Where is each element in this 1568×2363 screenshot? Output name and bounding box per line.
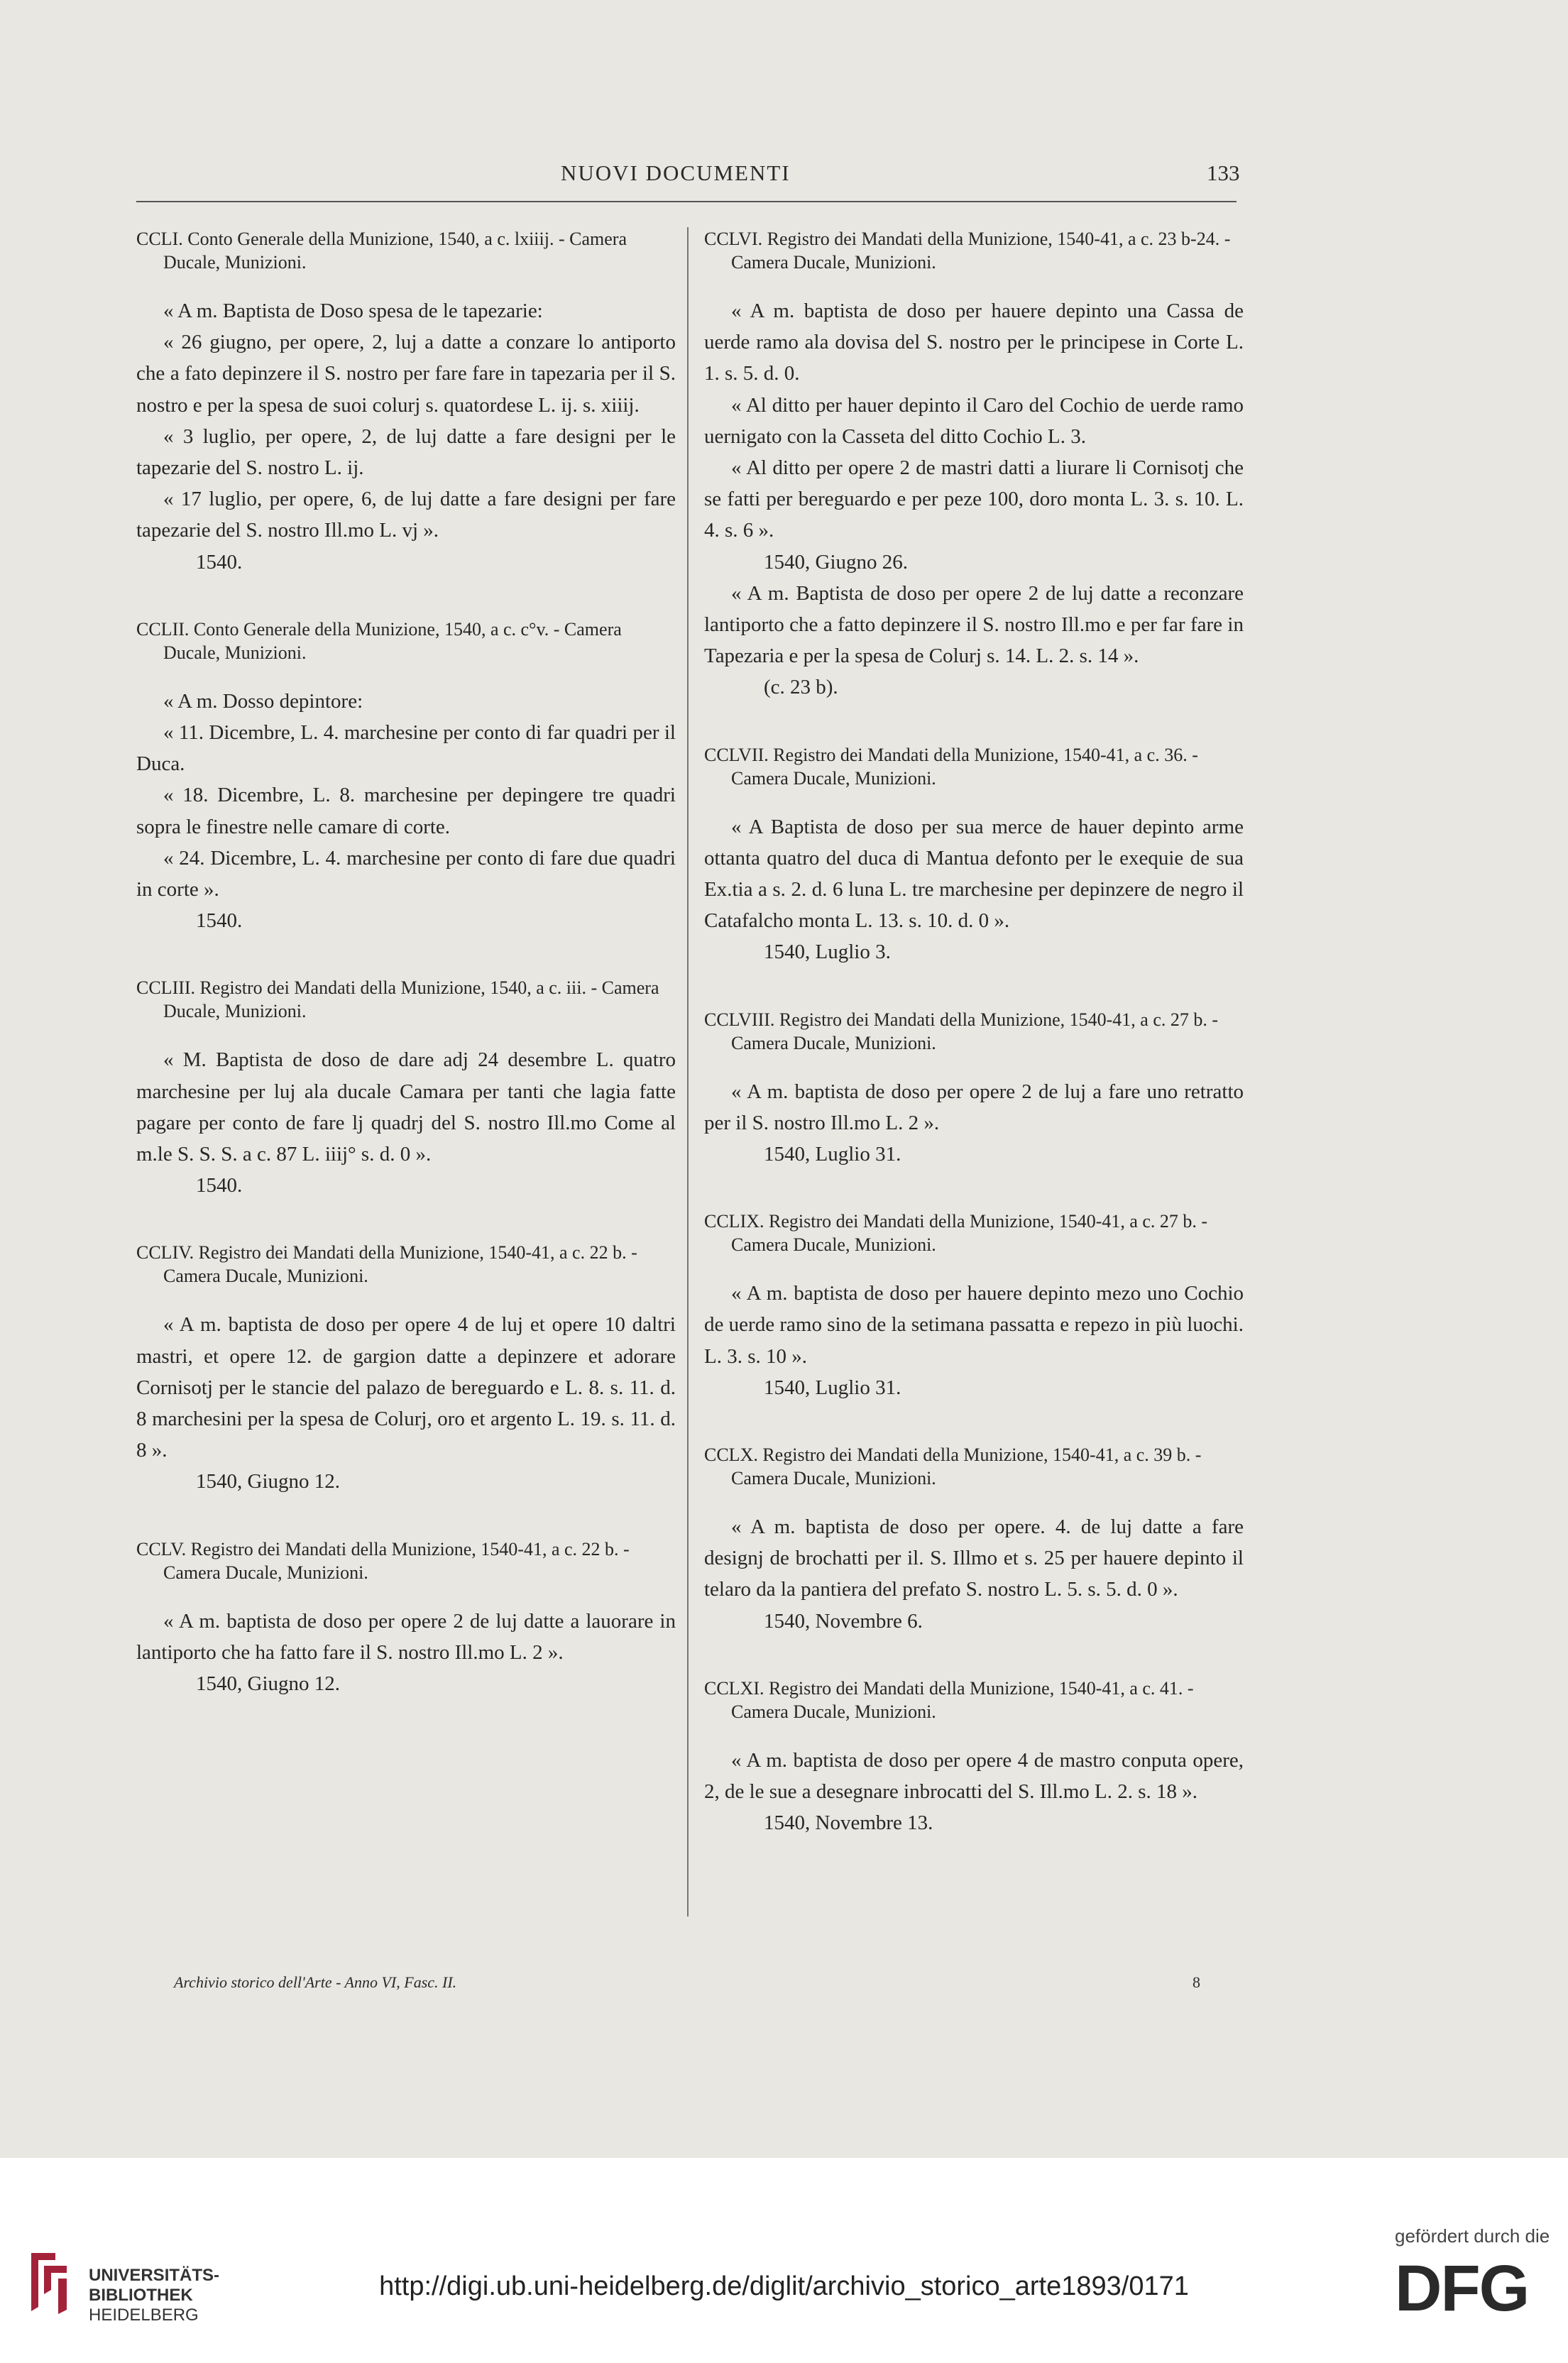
entry-heading: CCLI. Conto Generale della Munizione, 1540, a c. lxiiij. - Camera Ducale, Munizioni. <box>136 229 627 273</box>
entry-heading: CCLVIII. Registro dei Mandati della Munizione, 1540-41, a c. 27 b. - Camera Ducale, Munizioni. <box>704 1009 1219 1053</box>
entry-heading: CCLIII. Registro dei Mandati della Munizione, 1540, a c. iii. - Camera Ducale, Munizioni. <box>136 977 659 1022</box>
entry-paragraph: « M. Baptista de doso de dare adj 24 desembre L. quatro marchesine per luj ala ducale Camara per tanti che lagia fatte pagare per conto de fare lj quadrj del S. nostro Ill.mo Come al m.le S. S. S. a c. 87 L. iiij° s. d. 0 ». <box>136 1048 676 1166</box>
entry-heading: CCLX. Registro dei Mandati della Munizione, 1540-41, a c. 39 b. - Camera Ducale, Munizioni. <box>704 1444 1202 1489</box>
entry-paragraph: « A m. baptista de doso per opere 4 de mastro conputa opere, 2, de le sue a desegnare inbrocatti del S. Ill.mo L. 2. s. 18 ». <box>704 1748 1244 1804</box>
document-entry <box>136 227 676 578</box>
document-entry <box>136 1241 676 1497</box>
library-name-line3: HEIDELBERG <box>89 2306 199 2325</box>
entry-date: 1540, Novembre 13. <box>764 1811 933 1835</box>
entry-date: 1540, Novembre 6. <box>764 1609 923 1633</box>
entry-paragraph: « A m. baptista de doso per hauere depinto mezo uno Cochio de uerde ramo sino de la setimana passatta e repezo in più luochi. L. 3. s. 10 ». <box>704 1282 1244 1368</box>
entry-paragraph: « 3 luglio, per opere, 2, de luj datte a fare designi per le tapezarie del S. nostro L. ij. <box>136 424 676 480</box>
document-entry <box>136 976 676 1201</box>
entry-heading: CCLV. Registro dei Mandati della Munizione, 1540-41, a c. 22 b. - Camera Ducale, Munizioni. <box>136 1538 630 1583</box>
document-entry <box>704 1677 1244 1839</box>
entry-date: 1540, Giugno 26. <box>764 550 908 574</box>
entry-paragraph: « Al ditto per hauer depinto il Caro del Cochio de uerde ramo uernigato con la Casseta del ditto Cochio L. 3. <box>704 393 1244 448</box>
library-name-line2: BIBLIOTHEK <box>89 2286 193 2305</box>
library-name-line1: UNIVERSITÄTS- <box>89 2266 220 2285</box>
dfg-caption: gefördert durch die <box>1395 2225 1550 2247</box>
entry-date: 1540. <box>196 1174 243 1197</box>
header-rule <box>136 201 1237 202</box>
document-entry <box>704 1210 1244 1403</box>
entry-heading: CCLXI. Registro dei Mandati della Munizione, 1540-41, a c. 41. - Camera Ducale, Munizioni. <box>704 1677 1194 1722</box>
entry-date: 1540. <box>196 909 243 933</box>
entry-heading: CCLIX. Registro dei Mandati della Munizione, 1540-41, a c. 27 b. - Camera Ducale, Munizioni. <box>704 1211 1208 1256</box>
document-entry <box>704 1443 1244 1637</box>
entry-paragraph: « A m. Dosso depintore: <box>163 689 363 713</box>
running-header-title: NUOVI DOCUMENTI <box>561 160 791 185</box>
entry-paragraph: « A m. Baptista de doso per opere 2 de luj datte a reconzare lantiporto che a fatto depinzere il S. nostro Ill.mo e per far fare in Tapezaria e per la spesa de Colurj s. 14. L. 2. s. 14 ». <box>704 581 1244 668</box>
entry-date: 1540. <box>196 550 243 574</box>
entry-paragraph: « 24. Dicembre, L. 4. marchesine per conto di fare due quadri in corte ». <box>136 846 676 901</box>
entry-date: 1540, Giugno 12. <box>196 1672 340 1696</box>
journal-footer: Archivio storico dell'Arte - Anno VI, Fasc. II. <box>174 1973 457 1991</box>
left-column <box>136 227 676 1699</box>
document-entry <box>704 1008 1244 1170</box>
entry-date: 1540, Luglio 31. <box>764 1376 901 1399</box>
document-entry <box>136 618 676 937</box>
entry-heading: CCLIV. Registro dei Mandati della Munizione, 1540-41, a c. 22 b. - Camera Ducale, Munizioni. <box>136 1242 637 1287</box>
entry-paragraph: « A m. baptista de doso per opere 4 de luj et opere 10 daltri mastri, et opere 12. de gargion datte a depinzere et adorare Cornisotj per le stancie del palazo de bereguardo e L. 8. s. 11. d. 8 marchesini per la spesa de Colurj, oro et argento L. 19. s. 11. d. 8 ». <box>136 1313 676 1462</box>
entry-paragraph: « 11. Dicembre, L. 4. marchesine per conto di far quadri per il Duca. <box>136 721 676 776</box>
right-column <box>704 227 1244 1839</box>
entry-date: 1540, Giugno 12. <box>196 1470 340 1493</box>
dfg-logo: DFG <box>1395 2252 1529 2325</box>
signature-mark: 8 <box>1193 1973 1200 1991</box>
page-number: 133 <box>1207 160 1240 185</box>
entry-paragraph: « 18. Dicembre, L. 8. marchesine per depingere tre quadri sopra le finestre nelle camare di corte. <box>136 784 676 838</box>
document-entry <box>704 227 1244 703</box>
entry-paragraph: « 26 giugno, per opere, 2, luj a datte a conzare lo antiporto che a fato depinzere il S. nostro per fare fare in tapezaria per il S. nostro e per la spesa de suoi colurj s. quatordese L. ij. s. xiiij. <box>136 331 676 417</box>
entry-paragraph: « A m. Baptista de Doso spesa de le tapezarie: <box>163 300 543 322</box>
column-divider <box>687 227 689 1917</box>
permalink-url[interactable]: http://digi.ub.uni-heidelberg.de/diglit/archivio_storico_arte1893/0171 <box>379 2271 1189 2301</box>
entry-paragraph: « A m. baptista de doso per opere 2 de luj datte a lauorare in lantiporto che ha fatto fare il S. nostro Ill.mo L. 2 ». <box>136 1609 676 1664</box>
entry-paragraph: « A m. baptista de doso per opere 2 de luj a fare uno retratto per il S. nostro Ill.mo L. 2 ». <box>704 1080 1244 1134</box>
document-entry <box>704 743 1244 968</box>
entry-paragraph: « A Baptista de doso per sua merce de hauer depinto arme ottanta quatro del duca di Mantua defonto per le exequie de sua Ex.tia a s. 2. d. 6 luna L. tre marchesine per depinzere de negro il Catafalcho monta L. 13. s. 10. d. 0 ». <box>704 815 1244 933</box>
entry-date: 1540, Luglio 31. <box>764 1143 901 1166</box>
entry-date: (c. 23 b). <box>764 676 838 699</box>
entry-heading: CCLII. Conto Generale della Munizione, 1540, a c. c°v. - Camera Ducale, Munizioni. <box>136 618 622 663</box>
entry-paragraph: « Al ditto per opere 2 de mastri datti a liurare li Cornisotj che se fatti per bereguardo e per peze 100, doro monta L. 3. s. 10. L. 4. s. 6 ». <box>704 456 1244 542</box>
digitization-footer <box>0 2158 1568 2363</box>
document-entry <box>136 1537 676 1700</box>
entry-heading: CCLVI. Registro dei Mandati della Munizione, 1540-41, a c. 23 b-24. - Camera Ducale, Munizioni. <box>704 229 1231 273</box>
entry-date: 1540, Luglio 3. <box>764 941 891 964</box>
entry-paragraph: « A m. baptista de doso per hauere depinto una Cassa de uerde ramo ala dovisa del S. nostro per le principese in Corte L. 1. s. 5. d. 0. <box>704 300 1244 385</box>
entry-paragraph: « A m. baptista de doso per opere. 4. de luj datte a fare designj de brochatti per il. S. Illmo et s. 25 per hauere depinto il telaro da la pantiera del prefato S. nostro L. 5. s. 5. d. 0 ». <box>704 1515 1244 1601</box>
entry-heading: CCLVII. Registro dei Mandati della Munizione, 1540-41, a c. 36. - Camera Ducale, Munizioni. <box>704 744 1198 789</box>
entry-paragraph: « 17 luglio, per opere, 6, de luj datte a fare designi per fare tapezarie del S. nostro Ill.mo L. vj ». <box>136 488 676 542</box>
